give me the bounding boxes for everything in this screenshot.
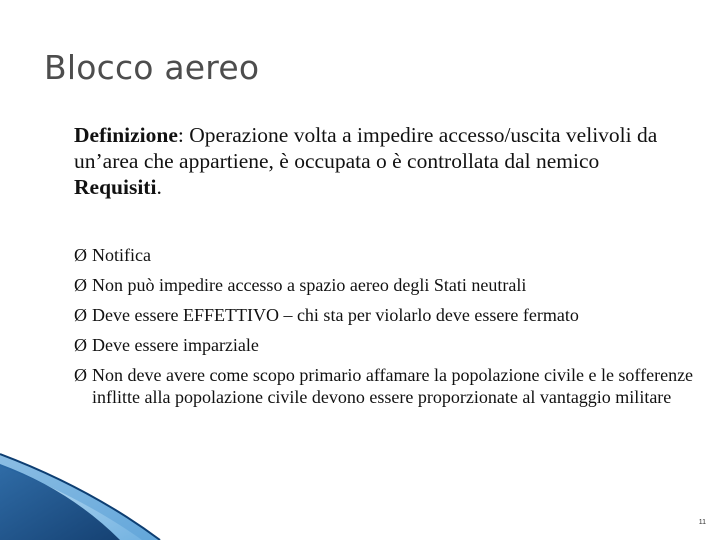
sub-item-text: Deve essere EFFETTIVO – chi sta per violarlo deve essere fermato bbox=[92, 305, 579, 325]
arrow-marker-icon: Ø bbox=[74, 365, 87, 385]
sub-item-text: Non può impedire accesso a spazio aereo degli Stati neutrali bbox=[92, 275, 527, 295]
arrow-marker-icon: Ø bbox=[74, 305, 87, 325]
sub-item-text: Non deve avere come scopo primario affamare la popolazione civile e le sofferenze inflitte alla popolazione civile devono essere proporzionate al vantaggio militare bbox=[92, 365, 694, 407]
bullet-list bbox=[50, 122, 690, 200]
corner-decoration bbox=[0, 440, 200, 540]
arrow-marker-icon: Ø bbox=[74, 335, 87, 355]
sub-item bbox=[74, 335, 694, 357]
sub-item bbox=[74, 245, 694, 267]
arrow-marker-icon: Ø bbox=[74, 275, 87, 295]
sub-bullet-list bbox=[74, 245, 694, 417]
bullet-label: Definizione bbox=[74, 123, 178, 147]
arrow-marker-icon: Ø bbox=[74, 245, 87, 265]
bullet-requisiti bbox=[50, 174, 690, 200]
sub-item-text: Notifica bbox=[92, 245, 151, 265]
sub-item bbox=[74, 365, 694, 408]
bullet-definizione bbox=[50, 122, 690, 174]
sub-item bbox=[74, 275, 694, 297]
bullet-label: Requisiti bbox=[74, 175, 157, 199]
page-number: 11 bbox=[698, 519, 706, 526]
bullet-text: : Operazione volta a impedire accesso/uscita velivoli da un’area che appartiene, è occupata o è controllata dal nemico bbox=[74, 123, 658, 173]
slide-title: Blocco aereo bbox=[44, 48, 260, 87]
bullet-text: . bbox=[156, 175, 162, 199]
sub-item bbox=[74, 305, 694, 327]
sub-item-text: Deve essere imparziale bbox=[92, 335, 259, 355]
